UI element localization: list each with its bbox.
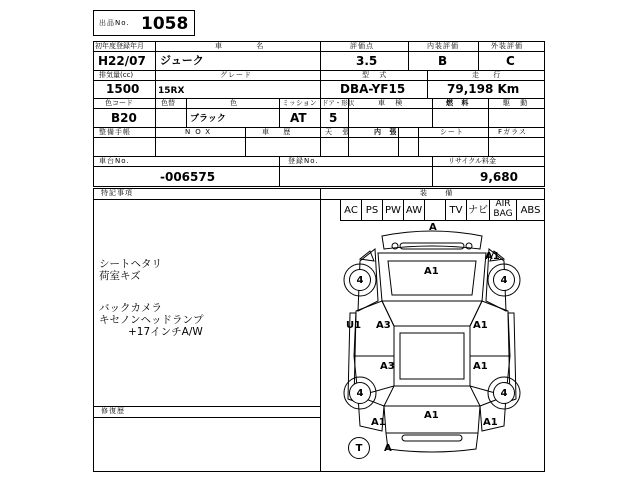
interior-trim-label: 内 張 (374, 128, 400, 136)
registration-label: 登録No. (288, 157, 319, 165)
grade-label: グレード (220, 71, 252, 79)
lot-label: 出品No. (99, 19, 130, 27)
equipment-ac: AC (344, 205, 358, 216)
doors-value: 5 (329, 111, 338, 125)
recycle-label: リサイクル料金 (448, 157, 497, 165)
interior-score-value: B (438, 54, 448, 68)
transmission-label: ミッション (282, 99, 317, 107)
note-line: +17インチA/W (128, 326, 203, 338)
nox-label: NOX (185, 128, 216, 136)
damage-spare-tire: A (384, 443, 392, 454)
ceiling-label: 天 張 (325, 128, 354, 136)
equipment-ps: PS (365, 205, 379, 216)
notes-label: 特記事項 (101, 189, 133, 197)
displacement-value: 1500 (106, 82, 140, 96)
chassis-label: 車台No. (99, 157, 130, 165)
displacement-label: 排気量(cc) (99, 71, 134, 79)
color-change-label: 色替 (161, 99, 175, 107)
color-code-label: 色コード (105, 99, 133, 107)
equipment-airbag: AIR BAG (493, 199, 513, 219)
model-value: DBA-YF15 (340, 82, 406, 96)
tire-left-rear: 4 (349, 382, 371, 404)
spare-tire-t: T (348, 437, 370, 459)
car-name-value: ジューク (160, 54, 204, 67)
doors-label: ドア・形状 (322, 99, 355, 107)
drive-label: 駆 動 (503, 99, 532, 107)
equipment-navi: ナビ (468, 205, 488, 216)
car-name-label: 車 名 (215, 42, 280, 50)
tire-right-front: 4 (493, 269, 515, 291)
equipment-label: 装 備 (420, 189, 461, 197)
year-value: H22/07 (98, 54, 146, 68)
history-label: 車 歴 (262, 128, 297, 136)
transmission-value: AT (290, 111, 307, 125)
equipment-aw: AW (405, 205, 423, 216)
note-line: シートヘタリ (99, 258, 162, 270)
damage-right-front-door: A1 (473, 320, 488, 331)
grade-value: 15RX (158, 86, 185, 96)
lot-number-box (93, 10, 195, 36)
recycle-value: 9,680 (480, 170, 518, 184)
damage-trunk: A1 (424, 410, 439, 421)
mileage-label: 走 行 (472, 71, 507, 79)
color-label: 色 (230, 99, 238, 107)
lot-number: 1058 (141, 14, 189, 34)
model-label: 型 式 (362, 71, 391, 79)
equipment-pw: PW (385, 205, 401, 216)
damage-left-side: U1 (346, 320, 362, 331)
exterior-score-value: C (506, 54, 515, 68)
damage-right-rear-door: A1 (473, 361, 488, 372)
damage-left-rear-corner: A1 (371, 417, 386, 428)
seat-label: シート (440, 128, 464, 136)
tire-right-rear: 4 (493, 382, 515, 404)
year-label: 初年度登録年月 (95, 42, 144, 50)
exterior-score-label: 外装評価 (491, 42, 523, 50)
damage-left-front-door: A3 (376, 320, 391, 331)
color-value: ブラック (190, 114, 226, 124)
damage-right-rear-corner: A1 (483, 417, 498, 428)
chassis-value: -006575 (160, 170, 216, 184)
maintenance-label: 整備手帳 (99, 128, 131, 136)
note-line: キセノンヘッドランプ (99, 314, 204, 326)
car-diagram (320, 221, 545, 472)
score-value: 3.5 (356, 54, 378, 68)
color-code-value: B20 (111, 111, 137, 125)
fuel-label: 燃 料 (446, 99, 472, 107)
score-label: 評価点 (350, 42, 374, 50)
equipment-tv: TV (449, 205, 463, 216)
damage-left-rear-door: A3 (380, 361, 395, 372)
inspection-label: 車 検 (378, 99, 407, 107)
glass-label: Fガラス (498, 128, 527, 136)
tire-left-front: 4 (349, 269, 371, 291)
mileage-value: 79,198 Km (447, 82, 520, 96)
interior-score-label: 内装評価 (427, 42, 459, 50)
equipment-abs: ABS (520, 205, 541, 216)
note-line: バックカメラ (99, 302, 162, 314)
damage-front-bumper: A (429, 222, 437, 233)
damage-hood: A1 (424, 266, 439, 277)
note-line: 荷室キズ (99, 270, 141, 282)
repair-history-label: 修復歴 (101, 407, 125, 415)
damage-front-right-fender: A1 (485, 251, 500, 262)
